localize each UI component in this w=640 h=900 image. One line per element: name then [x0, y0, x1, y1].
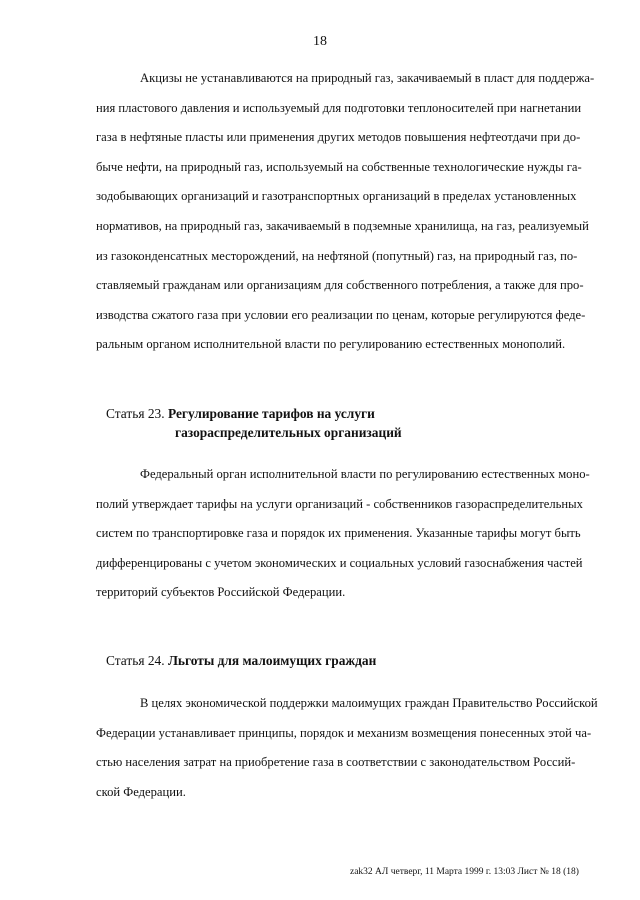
page-number: 18 — [313, 34, 327, 49]
article-24-title: Льготы для малоимущих граждан — [167, 653, 377, 668]
article-24-label: Статья 24. — [106, 653, 165, 668]
article-23-title-cont: газораспределительных организаций — [175, 425, 402, 440]
text-line: территорий субъектов Российской Федерации. — [96, 585, 346, 600]
text-line: Федерации устанавливает принципы, порядок и механизм возмещения понесенных этой ча- — [96, 725, 592, 740]
text-line: дифференцированы с учетом экономических и социальных условий газоснабжения частей — [96, 555, 583, 570]
text-line: быче нефти, на природный газ, используемый на собственные технологические нужды га- — [96, 159, 582, 174]
text-line: стью населения затрат на приобретение газа в соответствии с законодательством Россий- — [96, 755, 576, 770]
text-line: полий утверждает тарифы на услуги организаций - собственников газораспределительных — [96, 496, 583, 511]
text-line: систем по транспортировке газа и порядок их применения. Указанные тарифы могут быть — [96, 526, 581, 541]
text-line: из газоконденсатных месторождений, на нефтяной (попутный) газ, на природный газ, по- — [96, 248, 578, 263]
text-line: изводства сжатого газа при условии его реализации по ценам, которые регулируются феде- — [96, 307, 586, 322]
article-23-heading — [106, 404, 402, 442]
text-line: ставляемый гражданам или организациям для собственного потребления, а также для про- — [96, 278, 584, 293]
text-line: Акцизы не устанавливаются на природный газ, закачиваемый в пласт для поддержа- — [140, 71, 595, 85]
paragraph-benefits — [96, 689, 598, 807]
article-24-heading — [106, 651, 376, 670]
article-23-label: Статья 23. — [106, 406, 165, 421]
paragraph-tariffs — [96, 460, 590, 608]
text-line: ральным органом исполнительной власти по регулированию естественных монополий. — [96, 337, 566, 352]
paragraph-excise — [96, 64, 595, 360]
page-footer: zak32 АЛ четверг, 11 Марта 1999 г. 13:03 Лист № 18 (18) — [350, 867, 579, 877]
text-line: Федеральный орган исполнительной власти по регулированию естественных моно- — [140, 467, 590, 481]
text-line: зодобывающих организаций и газотранспортных организаций в пределах установленных — [96, 189, 577, 204]
article-23-title: Регулирование тарифов на услуги — [167, 406, 375, 421]
text-line: ния пластового давления и используемый для подготовки теплоносителей при нагнетании — [96, 100, 582, 115]
text-line: ской Федерации. — [96, 784, 186, 799]
text-line: газа в нефтяные пласты или применения других методов повышения нефтеотдачи при до- — [96, 130, 581, 145]
text-line: нормативов, на природный газ, закачиваемый в подземные хранилища, на газ, реализуемый — [96, 218, 589, 233]
text-line: В целях экономической поддержки малоимущих граждан Правительство Российской — [140, 696, 598, 710]
